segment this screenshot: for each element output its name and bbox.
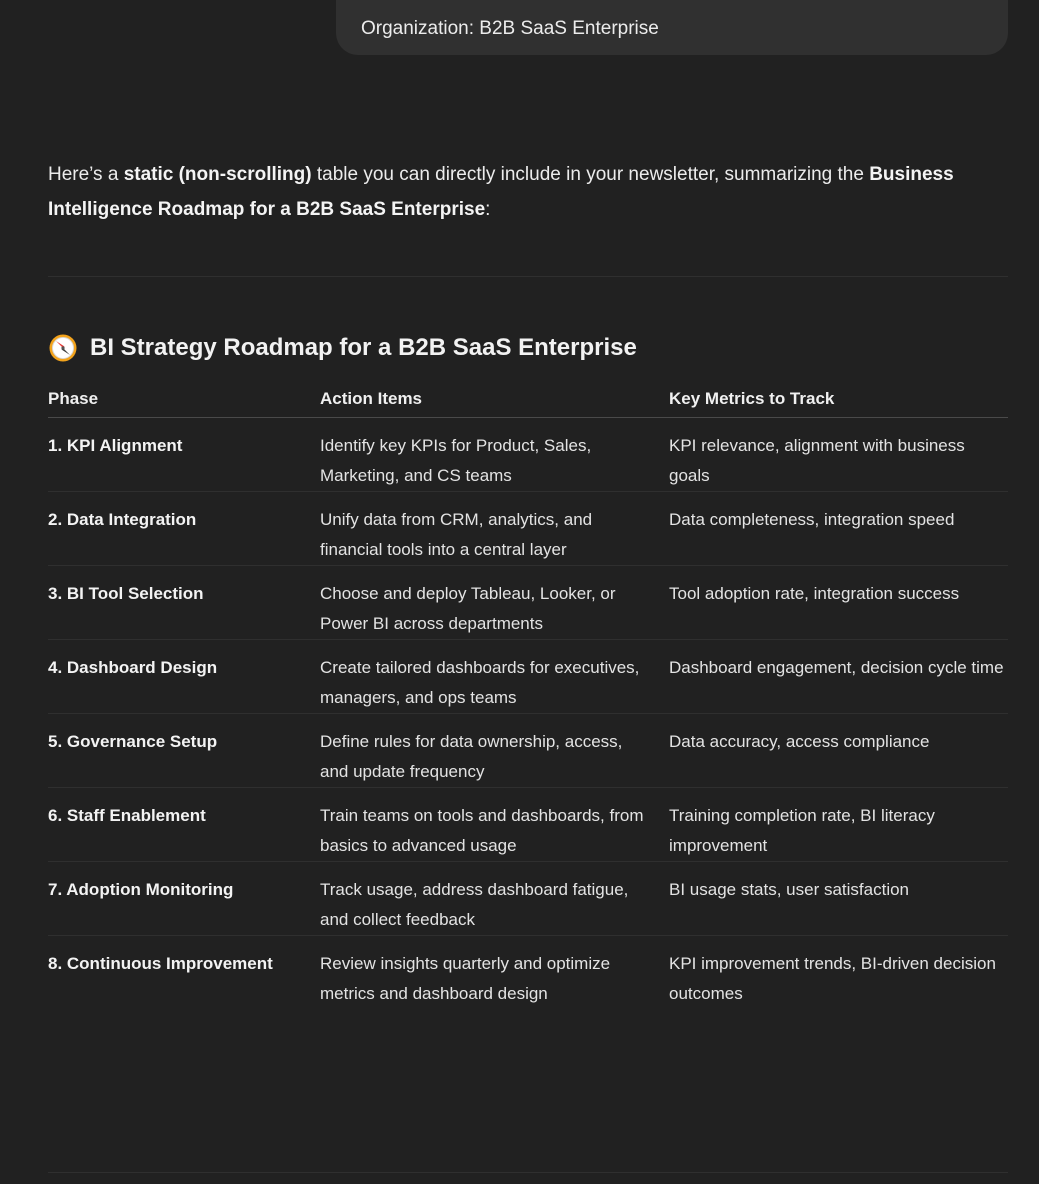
divider-top (48, 276, 1008, 277)
table-row (48, 936, 1008, 1010)
roadmap-table (48, 380, 1008, 1009)
roadmap-heading (48, 330, 637, 366)
table-header-row (48, 380, 1008, 418)
table-row (48, 862, 1008, 936)
phase-cell: 7. Adoption Monitoring (48, 862, 320, 936)
metric-cell: KPI improvement trends, BI-driven decision outcomes (669, 954, 996, 1003)
action-cell: Identify key KPIs for Product, Sales, Marketing, and CS teams (320, 418, 669, 492)
table-row (48, 714, 1008, 788)
phase-cell: 6. Staff Enablement (48, 788, 320, 862)
intro-bold-1: static (non-scrolling) (123, 164, 312, 185)
metric-cell: Data accuracy, access compliance (669, 714, 1008, 788)
action-cell: Create tailored dashboards for executives, managers, and ops teams (320, 640, 669, 714)
metric-cell: Data completeness, integration speed (669, 492, 1008, 566)
metric-cell: Training completion rate, BI literacy improvement (669, 788, 1008, 862)
phase-cell: 3. BI Tool Selection (48, 566, 320, 640)
phase-cell: 1. KPI Alignment (48, 418, 320, 492)
user-message-bubble (336, 0, 1008, 55)
intro-text-3: : (485, 199, 491, 220)
roadmap-title: BI Strategy Roadmap for a B2B SaaS Enterprise (90, 334, 637, 361)
table-row (48, 418, 1008, 492)
intro-text-2: table you can directly include in your newsletter, summarizing the (311, 164, 870, 185)
phase-cell: 5. Governance Setup (48, 714, 320, 788)
assistant-intro-paragraph (48, 157, 1008, 227)
header-phase: Phase (48, 380, 320, 418)
metric-cell: Dashboard engagement, decision cycle time (669, 640, 1008, 714)
table-row (48, 640, 1008, 714)
metric-cell: BI usage stats, user satisfaction (669, 862, 1008, 936)
metric-cell: Tool adoption rate, integration success (669, 566, 1008, 640)
header-key-metrics: Key Metrics to Track (669, 380, 1008, 418)
table-row (48, 492, 1008, 566)
phase-cell: 2. Data Integration (48, 492, 320, 566)
intro-text-1: Here’s a (48, 164, 124, 185)
phase-cell: 8. Continuous Improvement (48, 954, 273, 973)
action-cell: Review insights quarterly and optimize metrics and dashboard design (320, 954, 611, 1003)
action-cell: Choose and deploy Tableau, Looker, or Power BI across departments (320, 566, 669, 640)
user-message-text: Organization: B2B SaaS Enterprise (361, 18, 659, 39)
action-cell: Unify data from CRM, analytics, and financial tools into a central layer (320, 492, 669, 566)
header-action-items: Action Items (320, 380, 669, 418)
intro-bold-2: Business Intelligence Roadmap for a B2B SaaS Enterprise (48, 164, 954, 220)
action-cell: Train teams on tools and dashboards, from basics to advanced usage (320, 788, 669, 862)
table-row (48, 788, 1008, 862)
metric-cell: KPI relevance, alignment with business goals (669, 418, 1008, 492)
action-cell: Track usage, address dashboard fatigue, and collect feedback (320, 862, 669, 936)
table-row (48, 566, 1008, 640)
compass-icon (48, 333, 78, 363)
phase-cell: 4. Dashboard Design (48, 640, 320, 714)
action-cell: Define rules for data ownership, access, and update frequency (320, 714, 669, 788)
divider-bottom (48, 1172, 1008, 1173)
